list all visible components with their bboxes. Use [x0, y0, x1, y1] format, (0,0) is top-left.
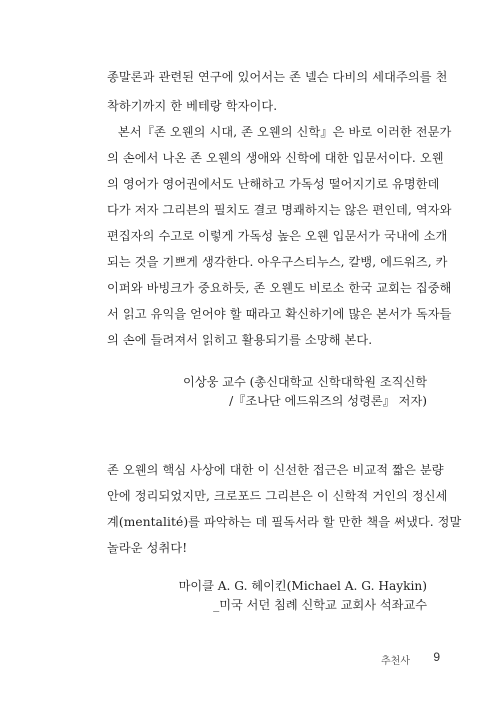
paragraph-line: 의 영어가 영어권에서도 난해하고 가독성 떨어지기로 유명한데 — [107, 177, 440, 191]
paragraph-line: 되는 것을 기쁘게 생각한다. 아우구스티누스, 칼뱅, 에드워즈, 카 — [107, 255, 448, 269]
paragraph-line: 놀라운 성취다! — [107, 541, 188, 555]
paragraph-line: 서 읽고 유익을 얻어야 할 때라고 확신하기에 많은 본서가 독자들 — [107, 307, 452, 321]
paragraph-line: 종말론과 관련된 연구에 있어서는 존 넬슨 다비의 세대주의를 천 — [107, 70, 448, 84]
paragraph-line: 편집자의 수고로 이렇게 가독성 높은 오웬 입문서가 국내에 소개 — [107, 229, 448, 243]
paragraph-line: 의 손에서 나온 존 오웬의 생애와 신학에 대한 입문서이다. 오웬 — [107, 151, 444, 165]
endorser-attribution: /『조나단 에드워즈의 성령론』 저자) — [229, 394, 427, 408]
paragraph-line: 이퍼와 바빙크가 중요하듯, 존 오웬도 비로소 한국 교회는 집중해 — [107, 281, 452, 295]
endorser-attribution: 마이클 A. G. 헤이킨(Michael A. G. Haykin) — [178, 579, 427, 593]
paragraph-line: 계(mentalité)를 파악하는 데 필독서라 할 만한 책을 써냈다. 정말 — [107, 515, 462, 529]
paragraph-line: 안에 정리되었지만, 크로포드 그리븐은 이 신학적 거인의 정신세 — [107, 489, 448, 503]
paragraph-line: 다가 저자 그리븐의 필치도 결코 명쾌하지는 않은 편인데, 역자와 — [107, 203, 452, 217]
paragraph-line: 의 손에 들려져서 읽히고 활용되기를 소망해 본다. — [107, 333, 373, 347]
paragraph-line: 존 오웬의 핵심 사상에 대한 이 신선한 접근은 비교적 짧은 분량 — [107, 463, 444, 477]
running-footer-section: 추천사 — [381, 656, 410, 667]
endorser-attribution: _미국 서던 침례 신학교 교회사 석좌교수 — [213, 598, 427, 612]
paragraph-line: 본서『존 오웬의 시대, 존 오웬의 신학』은 바로 이러한 전문가 — [118, 125, 452, 139]
endorser-attribution: 이상웅 교수 (총신대학교 신학대학원 조직신학 — [183, 375, 427, 389]
paragraph-line: 착하기까지 한 베테랑 학자이다. — [107, 99, 278, 113]
page-number: 9 — [433, 650, 440, 664]
